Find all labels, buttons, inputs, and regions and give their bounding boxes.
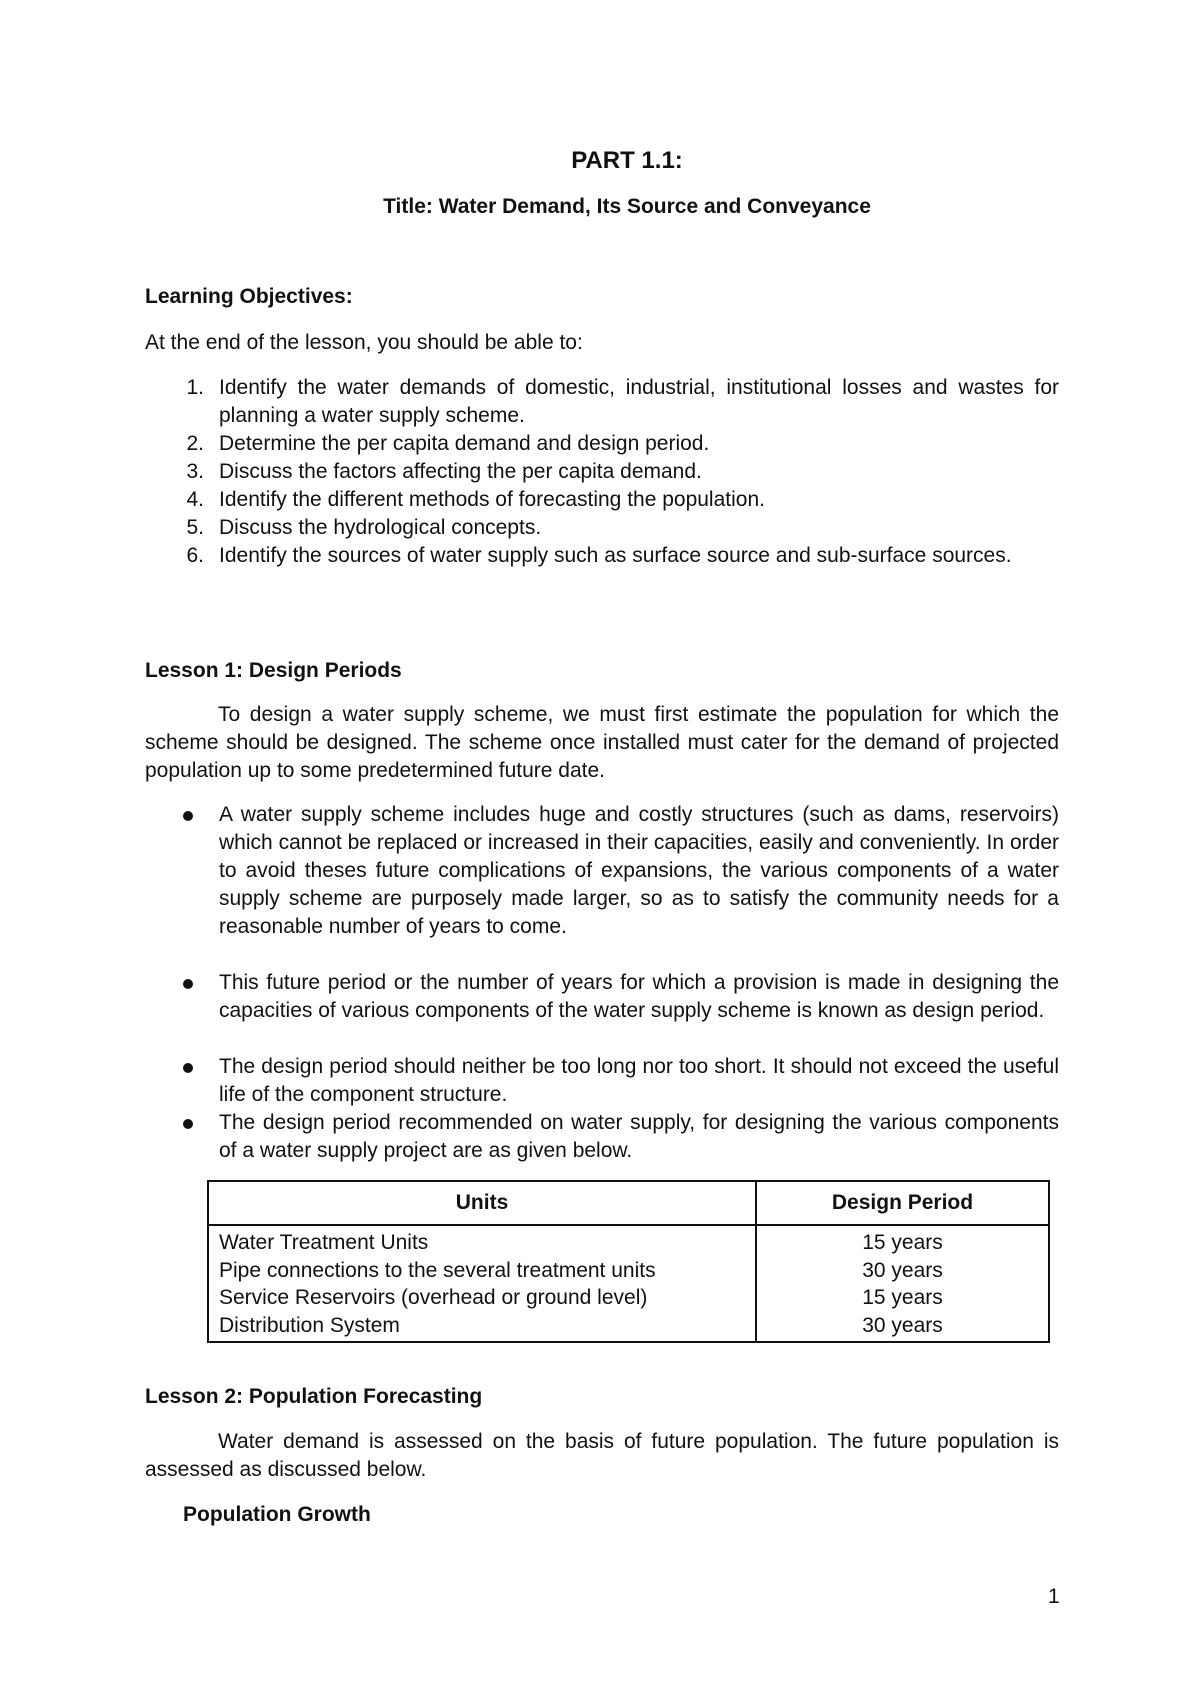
table-row bbox=[208, 1225, 1049, 1257]
page-number: 1 bbox=[1048, 1585, 1060, 1608]
bullet-icon bbox=[183, 979, 193, 989]
objective-number: 6. bbox=[186, 544, 204, 567]
unit-cell: Distribution System bbox=[219, 1313, 400, 1337]
objectives-heading: Learning Objectives: bbox=[145, 285, 353, 308]
objective-number: 2. bbox=[186, 432, 204, 455]
lesson1-bullet: The design period should neither be too long nor too short. It should not exceed the useful life of the component structure. bbox=[219, 1055, 1059, 1106]
lesson1-bullet: This future period or the number of years for which a provision is made in designing the capacities of various components of the water supply scheme is known as design period. bbox=[219, 971, 1059, 1022]
period-cell: 15 years bbox=[756, 1225, 1049, 1257]
objective-item: Identify the water demands of domestic, industrial, institutional losses and wastes for planning a water supply scheme. bbox=[219, 376, 1059, 427]
lesson1-bullet: A water supply scheme includes huge and costly structures (such as dams, reservoirs) which cannot be replaced or increased in their capacities, easily and conveniently. In order to avoid theses future complications of expansions, the various components of a water supply scheme are purposely made larger, so as to satisfy the community needs for a reasonable number of years to come. bbox=[219, 803, 1059, 938]
objective-item: Identify the sources of water supply such as surface source and sub-surface sources. bbox=[219, 544, 1012, 567]
table-row bbox=[208, 1257, 1049, 1285]
bullet-icon bbox=[183, 811, 193, 821]
table-row bbox=[208, 1312, 1049, 1343]
part-title: PART 1.1: bbox=[571, 147, 683, 174]
objectives-intro: At the end of the lesson, you should be able to: bbox=[145, 331, 583, 354]
bullet-icon bbox=[183, 1119, 193, 1129]
period-cell: 30 years bbox=[756, 1312, 1049, 1343]
unit-cell: Water Treatment Units bbox=[219, 1231, 429, 1254]
table-header-row bbox=[208, 1181, 1049, 1225]
objective-number: 3. bbox=[186, 460, 204, 483]
population-growth-subheading: Population Growth bbox=[183, 1503, 371, 1526]
lesson2-heading: Lesson 2: Population Forecasting bbox=[145, 1385, 483, 1408]
lesson1-heading: Lesson 1: Design Periods bbox=[145, 659, 402, 682]
objective-item: Identify the different methods of forecasting the population. bbox=[219, 488, 765, 511]
objective-item: Discuss the hydrological concepts. bbox=[219, 516, 542, 539]
period-cell: 15 years bbox=[756, 1284, 1049, 1312]
unit-cell: Service Reservoirs (overhead or ground level) bbox=[219, 1286, 648, 1309]
objective-item: Determine the per capita demand and design period. bbox=[219, 432, 710, 455]
design-period-table bbox=[207, 1180, 1050, 1343]
table-row bbox=[208, 1284, 1049, 1312]
design-period-header: Design Period bbox=[756, 1181, 1049, 1225]
period-cell: 30 years bbox=[756, 1257, 1049, 1285]
objective-number: 1. bbox=[186, 376, 204, 399]
document-title: Title: Water Demand, Its Source and Conveyance bbox=[383, 195, 871, 218]
objective-item: Discuss the factors affecting the per capita demand. bbox=[219, 460, 702, 483]
lesson1-bullet: The design period recommended on water supply, for designing the various components of a water supply project are as given below. bbox=[219, 1111, 1059, 1162]
objective-number: 5. bbox=[186, 516, 204, 539]
lesson1-paragraph: To design a water supply scheme, we must first estimate the population for which the scheme should be designed. The scheme once installed must cater for the demand of projected population up to some predetermined future date. bbox=[145, 703, 1059, 782]
units-header: Units bbox=[208, 1181, 756, 1225]
lesson2-paragraph: Water demand is assessed on the basis of future population. The future population is assessed as discussed below. bbox=[145, 1430, 1059, 1481]
bullet-icon bbox=[183, 1063, 193, 1073]
objective-number: 4. bbox=[186, 488, 204, 511]
unit-cell: Pipe connections to the several treatment units bbox=[219, 1258, 656, 1282]
